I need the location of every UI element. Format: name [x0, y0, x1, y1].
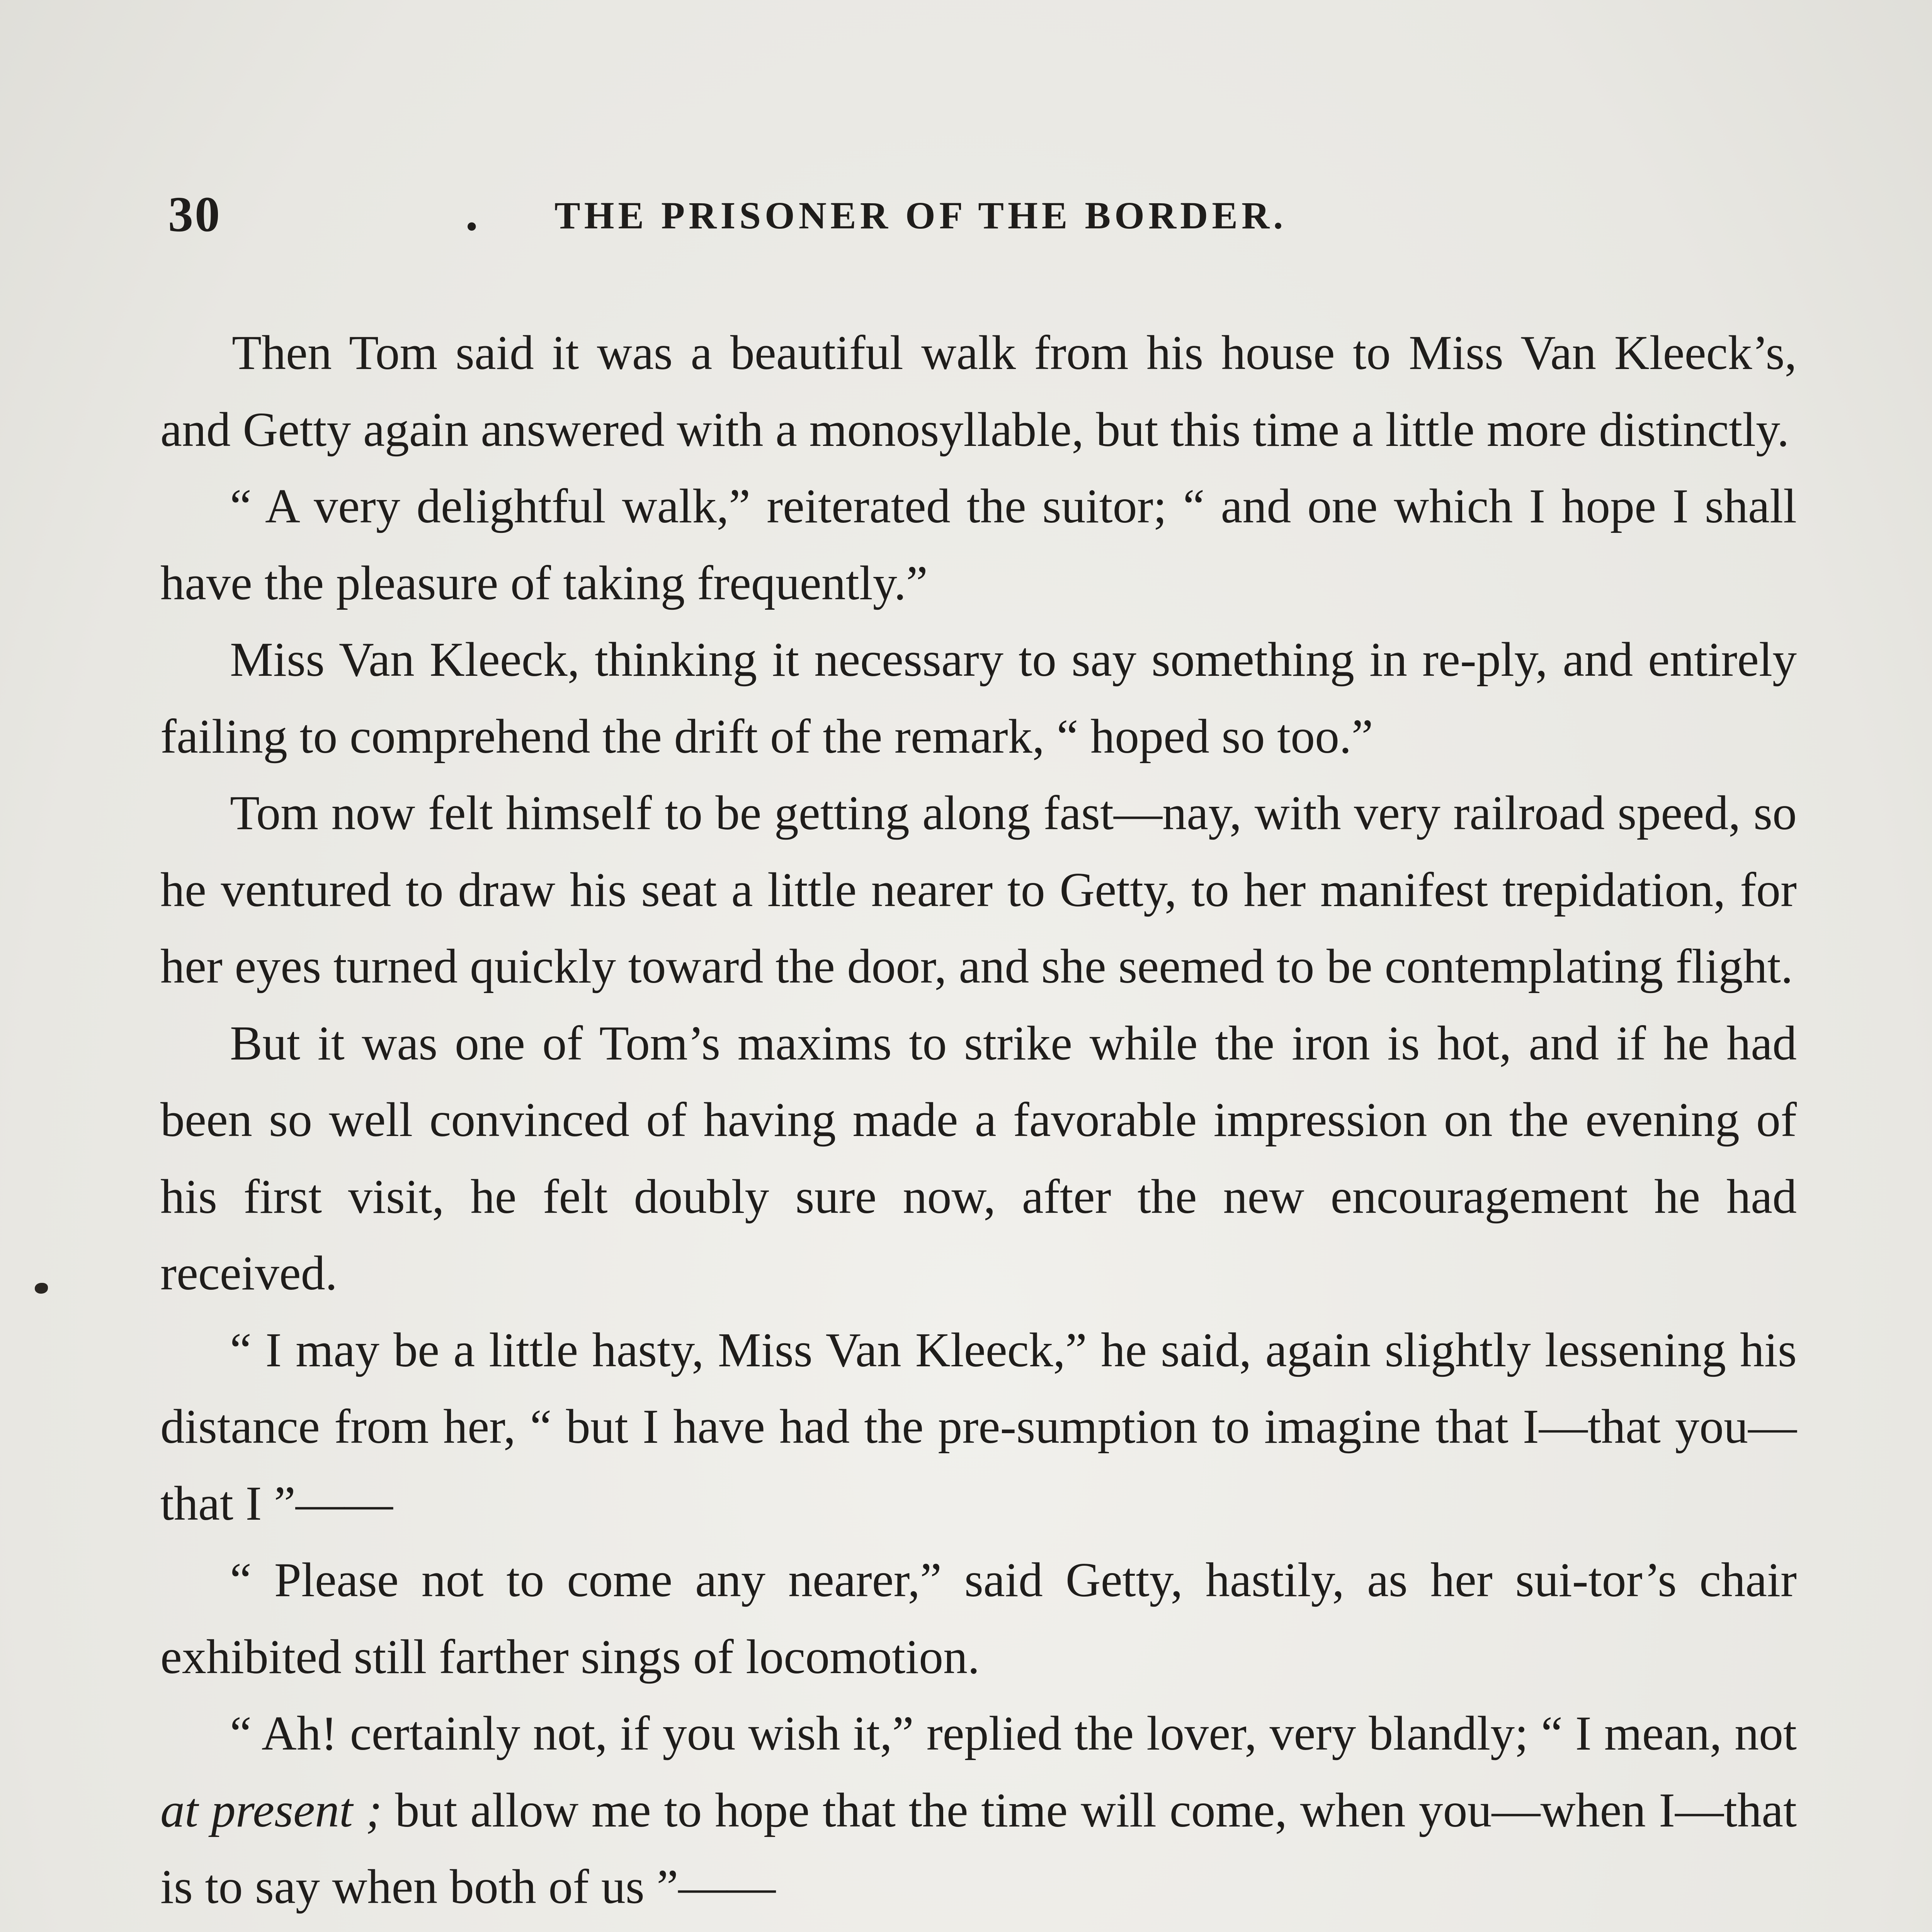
ink-blot-mark — [35, 1283, 48, 1294]
running-head — [168, 185, 1810, 263]
paragraph: But it was one of Tom’s maxims to strike while the iron is hot, and if he had been so well convinced of having made a favorable impression on the evening of his first visit, he felt doubly sure now, after the new encouragement he had received. — [160, 1016, 1797, 1300]
body-text — [160, 315, 1797, 1932]
paragraph-text: “ Ah! certainly not, if you wish it,” replied the lover, very blandly; “ I mean, not — [230, 1707, 1797, 1760]
paragraph: “ I may be a little hasty, Miss Van Kleeck,” he said, again slightly lessening his distance from her, “ but I have had the pre-sumption to imagine that I—that you—that I ”—— — [160, 1323, 1797, 1531]
paragraph-text: but allow me to hope that the time will come, when you—when I—that is to say when both of us ”—— — [160, 1783, 1797, 1914]
paragraph: Miss Van Kleeck, thinking it necessary to say something in re-ply, and entirely failing to comprehend the drift of the remark, “ hoped so too.” — [160, 633, 1797, 764]
paragraph: “ A very delightful walk,” reiterated the suitor; “ and one which I hope I shall have the pleasure of taking frequently.” — [160, 480, 1797, 610]
paragraph — [160, 1926, 1797, 1932]
paragraph: “ Please not to come any nearer,” said Getty, hastily, as her sui-tor’s chair exhibited still farther sings of locomotion. — [160, 1553, 1797, 1684]
paragraph: Then Tom said it was a beautiful walk from his house to Miss Van Kleeck’s, and Getty again answered with a monosyllable, but this time a little more distinctly. — [160, 326, 1797, 457]
running-title: THE PRISONER OF THE BORDER. — [554, 194, 1287, 237]
page-number: 30 — [168, 187, 221, 242]
header-separator: • — [466, 207, 478, 246]
emphasis-text: at present ; — [160, 1783, 382, 1837]
paragraph — [160, 1696, 1797, 1926]
paragraph: Tom now felt himself to be getting along fast—nay, with very railroad speed, so he ventured to draw his seat a little nearer to Getty, to her manifest trepidation, for her eyes turned quickly toward the door, and she seemed to be contemplating flight. — [160, 786, 1797, 993]
